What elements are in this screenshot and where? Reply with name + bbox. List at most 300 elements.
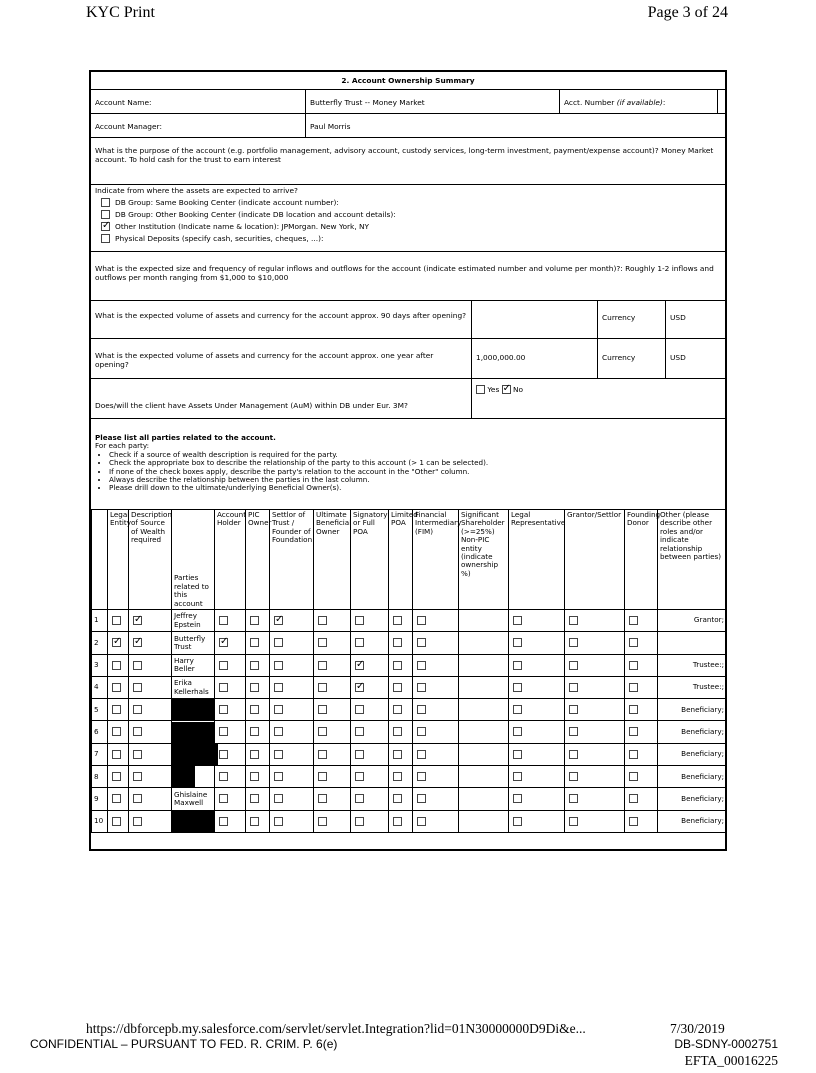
party-signatory-checkbox (355, 638, 364, 647)
assets-origin-block (91, 185, 725, 244)
instruction-bullet: • Check the appropriate box to describe the relationship of the party to this account (> 1 can be selected). (109, 459, 721, 467)
party-pic-owner-cell (246, 743, 270, 765)
party-fim-checkbox (417, 638, 426, 647)
party-source-of-wealth-cell (129, 810, 172, 832)
volume-90-days-row (91, 301, 725, 339)
col-parties-header: Parties related to this account (172, 510, 215, 610)
party-significant-shareholder (459, 810, 509, 832)
party-grantor-settlor-checkbox (569, 661, 578, 670)
party-account-holder-checkbox (219, 661, 228, 670)
col-other-header: Other (please describe other roles and/or indicate relationship between parties) (658, 510, 726, 610)
party-source-of-wealth-checkbox (133, 683, 142, 692)
party-number: 2 (92, 632, 108, 654)
party-account-holder-checkbox (219, 638, 228, 647)
party-legal-entity-cell (108, 743, 129, 765)
party-signatory-cell (351, 654, 389, 676)
party-limited-poa-cell (389, 766, 413, 788)
redaction-block (172, 722, 214, 743)
party-account-holder-cell (215, 743, 246, 765)
party-founding-donor-checkbox (629, 772, 638, 781)
party-significant-shareholder (459, 654, 509, 676)
col-legal-entity-header: Legal Entity (108, 510, 129, 610)
party-ubo-cell (314, 610, 351, 632)
party-name (172, 743, 215, 765)
party-legal-representative-cell (509, 676, 565, 698)
party-founding-donor-cell (625, 699, 658, 721)
party-limited-poa-cell (389, 810, 413, 832)
party-source-of-wealth-checkbox (133, 750, 142, 759)
account-manager-value: Paul Morris (305, 114, 725, 137)
party-fim-cell (413, 766, 459, 788)
party-legal-representative-cell (509, 654, 565, 676)
col-legal-representative-header: Legal Representative (509, 510, 565, 610)
party-limited-poa-cell (389, 676, 413, 698)
party-number: 7 (92, 743, 108, 765)
party-fim-checkbox (417, 683, 426, 692)
party-ubo-cell (314, 632, 351, 654)
acct-number-colon: : (662, 98, 666, 107)
col-significant-shareholder-header: Significant Shareholder (>=25%) Non-PIC entity (indicate ownership %) (459, 510, 509, 610)
party-legal-entity-cell (108, 676, 129, 698)
party-fim-cell (413, 721, 459, 743)
account-ownership-form (89, 70, 727, 851)
party-fim-checkbox (417, 772, 426, 781)
origin-same-booking-label: DB Group: Same Booking Center (indicate account number): (115, 198, 339, 207)
party-ubo-checkbox (318, 616, 327, 625)
party-legal-representative-checkbox (513, 794, 522, 803)
party-account-holder-cell (215, 632, 246, 654)
party-significant-shareholder (459, 632, 509, 654)
party-settlor-checkbox (274, 794, 283, 803)
origin-physical-deposits-label: Physical Deposits (specify cash, securities, cheques, ...): (115, 234, 324, 243)
party-settlor-checkbox (274, 750, 283, 759)
party-ubo-checkbox (318, 794, 327, 803)
party-grantor-settlor-checkbox (569, 817, 578, 826)
party-grantor-settlor-checkbox (569, 794, 578, 803)
party-ubo-checkbox (318, 817, 327, 826)
account-name-label: Account Name: (95, 98, 152, 107)
party-signatory-cell (351, 766, 389, 788)
party-ubo-cell (314, 743, 351, 765)
footer-efta-number: EFTA_00016225 (684, 1053, 778, 1068)
party-ubo-cell (314, 699, 351, 721)
party-pic-owner-cell (246, 610, 270, 632)
account-manager-row (91, 114, 725, 138)
volume-one-year-currency-label: Currency (597, 339, 665, 378)
party-limited-poa-cell (389, 788, 413, 810)
party-account-holder-cell (215, 699, 246, 721)
party-row (92, 610, 726, 632)
party-pic-owner-checkbox (250, 727, 259, 736)
origin-physical-deposits (101, 234, 721, 243)
party-settlor-checkbox (274, 683, 283, 692)
party-grantor-settlor-checkbox (569, 727, 578, 736)
purpose-question: What is the purpose of the account (e.g. portfolio management, advisory account, custody services, long-term investment, payment/expense account)? (95, 146, 659, 155)
party-legal-entity-checkbox (112, 817, 121, 826)
party-source-of-wealth-cell (129, 610, 172, 632)
party-source-of-wealth-checkbox (133, 705, 142, 714)
party-source-of-wealth-checkbox (133, 794, 142, 803)
party-fim-cell (413, 654, 459, 676)
party-grantor-settlor-cell (565, 699, 625, 721)
party-legal-representative-checkbox (513, 750, 522, 759)
aum-answer (471, 379, 725, 418)
party-founding-donor-cell (625, 788, 658, 810)
party-legal-representative-checkbox (513, 683, 522, 692)
party-significant-shareholder (459, 699, 509, 721)
party-grantor-settlor-cell (565, 721, 625, 743)
party-limited-poa-cell (389, 632, 413, 654)
parties-instructions-intro: For each party: (95, 441, 150, 451)
party-founding-donor-checkbox (629, 616, 638, 625)
party-pic-owner-checkbox (250, 683, 259, 692)
assets-origin-label: Indicate from where the assets are expected to arrive? (95, 186, 298, 195)
party-legal-representative-cell (509, 699, 565, 721)
party-source-of-wealth-checkbox (133, 638, 142, 647)
print-header-title: KYC Print (86, 4, 155, 21)
party-grantor-settlor-checkbox (569, 638, 578, 647)
party-ubo-checkbox (318, 705, 327, 714)
party-settlor-checkbox (274, 638, 283, 647)
party-name (172, 721, 215, 743)
flows-question: What is the expected size and frequency of regular inflows and outflows for the account (indicate estimated number and volume per month)?: (95, 264, 623, 273)
party-grantor-settlor-checkbox (569, 683, 578, 692)
acct-number-label (559, 90, 717, 113)
flows-row (91, 252, 725, 301)
party-ubo-checkbox (318, 683, 327, 692)
party-other: Beneficiary; (658, 766, 726, 788)
party-settlor-cell (270, 610, 314, 632)
instruction-bullet: • If none of the check boxes apply, describe the party's relation to the account in the "Other" column. (109, 468, 721, 476)
party-source-of-wealth-cell (129, 788, 172, 810)
party-name (172, 766, 215, 788)
redaction-block (172, 699, 214, 720)
party-legal-entity-checkbox (112, 705, 121, 714)
party-number: 4 (92, 676, 108, 698)
party-row (92, 632, 726, 654)
acct-number-hint: (if available) (616, 98, 663, 107)
party-legal-representative-checkbox (513, 772, 522, 781)
party-limited-poa-cell (389, 743, 413, 765)
party-grantor-settlor-cell (565, 676, 625, 698)
section-title: 2. Account Ownership Summary (341, 76, 475, 85)
redaction-block (172, 811, 214, 832)
party-other: Beneficiary; (658, 810, 726, 832)
party-ubo-checkbox (318, 661, 327, 670)
party-fim-cell (413, 743, 459, 765)
party-founding-donor-cell (625, 676, 658, 698)
volume-90-days-value (471, 301, 597, 338)
col-number-header (92, 510, 108, 610)
instruction-bullet: • Please drill down to the ultimate/underlying Beneficial Owner(s). (109, 484, 721, 492)
party-signatory-cell (351, 721, 389, 743)
party-ubo-checkbox (318, 638, 327, 647)
party-pic-owner-checkbox (250, 638, 259, 647)
party-source-of-wealth-cell (129, 766, 172, 788)
party-founding-donor-cell (625, 743, 658, 765)
party-fim-checkbox (417, 794, 426, 803)
party-settlor-checkbox (274, 817, 283, 826)
party-other: Grantor; (658, 610, 726, 632)
aum-no-checkbox (502, 385, 511, 394)
party-grantor-settlor-cell (565, 743, 625, 765)
acct-number-text: Acct. Number (564, 98, 615, 107)
party-row (92, 810, 726, 832)
party-account-holder-checkbox (219, 683, 228, 692)
party-founding-donor-cell (625, 654, 658, 676)
volume-90-days-currency-label: Currency (597, 301, 665, 338)
flows-block (91, 252, 725, 300)
party-founding-donor-checkbox (629, 727, 638, 736)
party-limited-poa-checkbox (393, 638, 402, 647)
party-source-of-wealth-checkbox (133, 616, 142, 625)
party-legal-representative-checkbox (513, 705, 522, 714)
party-number: 8 (92, 766, 108, 788)
party-name (172, 810, 215, 832)
party-name (172, 699, 215, 721)
col-founding-donor-header: Founding Donor (625, 510, 658, 610)
party-signatory-checkbox (355, 727, 364, 736)
party-source-of-wealth-cell (129, 699, 172, 721)
party-source-of-wealth-cell (129, 632, 172, 654)
party-fim-cell (413, 788, 459, 810)
origin-same-booking-checkbox (101, 198, 110, 207)
purpose-row (91, 138, 725, 252)
party-legal-entity-cell (108, 699, 129, 721)
party-row (92, 721, 726, 743)
party-number: 6 (92, 721, 108, 743)
instruction-bullet: • Check if a source of wealth description is required for the party. (109, 451, 721, 459)
purpose-answer: Money Market account. To hold cash for the trust to earn interest (95, 146, 714, 164)
party-grantor-settlor-checkbox (569, 616, 578, 625)
party-number: 10 (92, 810, 108, 832)
footer-date: 7/30/2019 (670, 1021, 725, 1036)
party-limited-poa-checkbox (393, 705, 402, 714)
section-title-row (91, 72, 725, 90)
instruction-bullet: • Always describe the relationship between the parties in the last column. (109, 476, 721, 484)
party-other: Trustee:; (658, 676, 726, 698)
party-grantor-settlor-checkbox (569, 705, 578, 714)
party-fim-checkbox (417, 616, 426, 625)
party-limited-poa-cell (389, 699, 413, 721)
party-fim-cell (413, 676, 459, 698)
party-legal-entity-cell (108, 610, 129, 632)
party-pic-owner-cell (246, 676, 270, 698)
redaction-block (172, 766, 195, 787)
party-limited-poa-checkbox (393, 772, 402, 781)
volume-one-year-currency: USD (665, 339, 725, 378)
party-founding-donor-cell (625, 721, 658, 743)
party-pic-owner-cell (246, 766, 270, 788)
party-settlor-cell (270, 654, 314, 676)
party-settlor-cell (270, 788, 314, 810)
party-founding-donor-checkbox (629, 817, 638, 826)
parties-instructions-title: Please list all parties related to the account. (95, 433, 276, 442)
origin-other-institution-label: Other Institution (Indicate name & location): JPMorgan. New York, NY (115, 222, 370, 231)
party-legal-entity-cell (108, 788, 129, 810)
party-source-of-wealth-cell (129, 654, 172, 676)
party-legal-entity-checkbox (112, 750, 121, 759)
origin-same-booking (101, 198, 721, 207)
party-settlor-cell (270, 632, 314, 654)
party-ubo-checkbox (318, 750, 327, 759)
purpose-block (91, 138, 725, 185)
party-grantor-settlor-cell (565, 632, 625, 654)
party-fim-cell (413, 632, 459, 654)
acct-number-value (717, 90, 726, 113)
party-founding-donor-cell (625, 810, 658, 832)
party-legal-entity-cell (108, 766, 129, 788)
party-account-holder-cell (215, 721, 246, 743)
party-account-holder-checkbox (219, 616, 228, 625)
party-row (92, 766, 726, 788)
party-legal-representative-checkbox (513, 727, 522, 736)
origin-other-institution (101, 222, 721, 231)
party-limited-poa-checkbox (393, 661, 402, 670)
party-pic-owner-cell (246, 654, 270, 676)
party-legal-representative-checkbox (513, 817, 522, 826)
party-founding-donor-checkbox (629, 794, 638, 803)
party-account-holder-checkbox (219, 772, 228, 781)
party-pic-owner-cell (246, 788, 270, 810)
party-name: Ghislaine Maxwell (172, 788, 215, 810)
party-number: 1 (92, 610, 108, 632)
col-ubo-header: Ultimate Beneficial Owner (314, 510, 351, 610)
account-manager-label: Account Manager: (95, 122, 162, 131)
party-settlor-checkbox (274, 727, 283, 736)
party-significant-shareholder (459, 610, 509, 632)
footer-bates-number: DB-SDNY-0002751 (674, 1037, 778, 1051)
party-legal-representative-cell (509, 743, 565, 765)
party-other: Beneficiary; (658, 788, 726, 810)
party-fim-checkbox (417, 817, 426, 826)
party-signatory-checkbox (355, 794, 364, 803)
party-signatory-cell (351, 610, 389, 632)
party-row (92, 654, 726, 676)
party-limited-poa-cell (389, 654, 413, 676)
party-account-holder-checkbox (219, 817, 228, 826)
volume-90-days-question: What is the expected volume of assets and currency for the account approx. 90 days after opening? (95, 311, 467, 320)
party-founding-donor-checkbox (629, 705, 638, 714)
party-number: 3 (92, 654, 108, 676)
party-settlor-cell (270, 699, 314, 721)
party-limited-poa-cell (389, 610, 413, 632)
party-source-of-wealth-checkbox (133, 772, 142, 781)
col-settlor-header: Settlor of Trust / Founder of Foundation (270, 510, 314, 610)
party-pic-owner-cell (246, 721, 270, 743)
party-significant-shareholder (459, 743, 509, 765)
party-signatory-checkbox (355, 683, 364, 692)
party-source-of-wealth-cell (129, 721, 172, 743)
party-account-holder-checkbox (219, 727, 228, 736)
party-row (92, 743, 726, 765)
party-pic-owner-checkbox (250, 817, 259, 826)
aum-yes-checkbox (476, 385, 485, 394)
party-ubo-cell (314, 810, 351, 832)
aum-question: Does/will the client have Assets Under Management (AuM) within DB under Eur. 3M? (95, 401, 408, 410)
party-limited-poa-checkbox (393, 616, 402, 625)
party-signatory-checkbox (355, 705, 364, 714)
party-account-holder-cell (215, 766, 246, 788)
party-ubo-cell (314, 721, 351, 743)
party-fim-checkbox (417, 750, 426, 759)
party-ubo-checkbox (318, 727, 327, 736)
party-fim-cell (413, 699, 459, 721)
party-fim-cell (413, 610, 459, 632)
party-account-holder-cell (215, 788, 246, 810)
party-name: Erika Kellerhals (172, 676, 215, 698)
party-account-holder-cell (215, 610, 246, 632)
parties-table (91, 509, 726, 833)
party-limited-poa-checkbox (393, 817, 402, 826)
redaction-block (172, 744, 218, 765)
col-fim-header: Financial Intermediary (FIM) (413, 510, 459, 610)
party-grantor-settlor-cell (565, 788, 625, 810)
party-limited-poa-checkbox (393, 683, 402, 692)
party-name: Jeffrey Epstein (172, 610, 215, 632)
party-grantor-settlor-cell (565, 610, 625, 632)
party-row (92, 699, 726, 721)
party-signatory-checkbox (355, 661, 364, 670)
party-row (92, 788, 726, 810)
volume-one-year-question: What is the expected volume of assets and currency for the account approx. one year after opening? (95, 351, 434, 369)
party-signatory-cell (351, 676, 389, 698)
party-grantor-settlor-checkbox (569, 772, 578, 781)
party-founding-donor-cell (625, 766, 658, 788)
party-limited-poa-cell (389, 721, 413, 743)
parties-instructions (91, 432, 725, 495)
party-other: Beneficiary; (658, 743, 726, 765)
party-pic-owner-checkbox (250, 750, 259, 759)
party-settlor-cell (270, 743, 314, 765)
party-settlor-checkbox (274, 705, 283, 714)
party-signatory-checkbox (355, 616, 364, 625)
party-settlor-checkbox (274, 661, 283, 670)
party-grantor-settlor-cell (565, 810, 625, 832)
party-name: Butterfly Trust (172, 632, 215, 654)
party-other: Beneficiary; (658, 721, 726, 743)
account-name-row (91, 90, 725, 114)
party-legal-entity-checkbox (112, 794, 121, 803)
party-significant-shareholder (459, 766, 509, 788)
party-founding-donor-cell (625, 610, 658, 632)
party-number: 5 (92, 699, 108, 721)
party-account-holder-checkbox (219, 705, 228, 714)
party-legal-representative-cell (509, 788, 565, 810)
origin-other-booking (101, 210, 721, 219)
party-source-of-wealth-checkbox (133, 817, 142, 826)
aum-row (91, 379, 725, 419)
party-fim-checkbox (417, 727, 426, 736)
party-settlor-checkbox (274, 772, 283, 781)
party-founding-donor-checkbox (629, 638, 638, 647)
party-fim-checkbox (417, 705, 426, 714)
party-fim-cell (413, 810, 459, 832)
party-legal-entity-checkbox (112, 661, 121, 670)
col-pic-owner-header: PIC Owner (246, 510, 270, 610)
parties-header-row (92, 510, 726, 610)
party-legal-entity-cell (108, 810, 129, 832)
party-founding-donor-cell (625, 632, 658, 654)
party-signatory-cell (351, 788, 389, 810)
party-source-of-wealth-cell (129, 676, 172, 698)
party-pic-owner-cell (246, 699, 270, 721)
party-other (658, 632, 726, 654)
party-signatory-checkbox (355, 772, 364, 781)
party-legal-entity-cell (108, 632, 129, 654)
party-legal-representative-cell (509, 632, 565, 654)
party-ubo-cell (314, 766, 351, 788)
